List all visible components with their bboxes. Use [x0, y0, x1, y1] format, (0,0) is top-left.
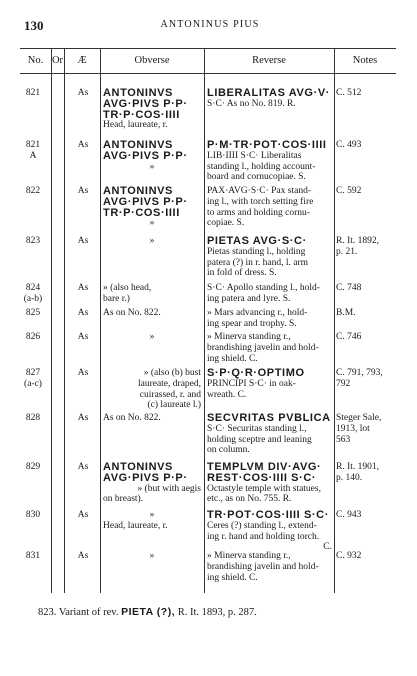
- obverse-legend: ANTONINVS: [103, 185, 173, 197]
- obverse-description: on breast).: [103, 494, 144, 505]
- reverse-cell: [207, 332, 332, 364]
- reverse-description: in fold of dress. S.: [207, 268, 277, 279]
- obverse-cell: [103, 186, 201, 229]
- ditto-mark: »: [149, 236, 155, 246]
- note-line: C. 932: [336, 551, 362, 561]
- footnote-legend: PIETA (?),: [121, 606, 176, 618]
- reverse-description: PAX·AVG·S·C· Pax stand-: [207, 186, 311, 196]
- reverse-cell: [207, 510, 332, 553]
- reverse-cell: [207, 236, 332, 279]
- obverse-cell: [103, 332, 201, 343]
- obverse-legend: AVG·PIVS P·P·: [103, 97, 188, 110]
- reverse-description: ing spear and trophy. S.: [207, 318, 297, 329]
- reverse-cell: [207, 88, 332, 110]
- notes-cell: [336, 462, 396, 484]
- note-line: 792: [336, 378, 351, 389]
- page-header: [24, 18, 396, 34]
- coin-number: [20, 283, 46, 305]
- note-line: R. It. 1892,: [336, 236, 380, 246]
- obverse-cell: [103, 283, 201, 305]
- note-line: 563: [336, 434, 351, 445]
- footnote-number: 823.: [38, 607, 57, 618]
- notes-cell: [336, 551, 396, 562]
- reverse-description: patera (?) in r. hand, l. arm: [207, 257, 309, 268]
- coin-number: 830: [25, 510, 41, 520]
- reverse-legend: TEMPLVM DIV·AVG·: [207, 461, 322, 473]
- reverse-description: ing r. hand and holding torch.: [207, 531, 320, 542]
- obverse-description: Head, laureate, r.: [103, 520, 168, 531]
- col-header-obverse: Obverse: [134, 55, 170, 66]
- ditto-mark: »: [149, 161, 155, 172]
- reverse-description: brandishing javelin and hold-: [207, 342, 319, 353]
- footnote-text: Variant of rev.: [58, 607, 119, 618]
- coin-number: 826: [25, 332, 41, 342]
- notes-cell: [336, 283, 396, 294]
- coin-number: 828: [25, 413, 41, 423]
- notes-cell: [336, 368, 396, 390]
- note-line: C. 512: [336, 88, 362, 98]
- metal: As: [77, 236, 89, 246]
- notes-cell: [336, 236, 396, 258]
- col-header-reverse: Reverse: [252, 55, 286, 66]
- obverse-cell: [103, 413, 201, 424]
- obverse-description: » (but with aegis: [137, 483, 201, 494]
- ditto-mark: »: [149, 332, 155, 342]
- metal: As: [77, 332, 89, 342]
- ditto-mark: »: [149, 510, 155, 520]
- reverse-cell: [207, 551, 332, 583]
- reverse-description: to arms and holding cornu-: [207, 207, 310, 218]
- reverse-description: » Minerva standing r.,: [207, 332, 291, 342]
- obverse-legend: TR·P·COS·IIII: [103, 108, 180, 121]
- column-divider: [64, 48, 65, 593]
- obverse-legend: TR·P·COS·IIII: [103, 206, 180, 219]
- notes-cell: [336, 332, 396, 343]
- obverse-legend: ANTONINVS: [103, 461, 173, 473]
- metal: As: [77, 368, 89, 378]
- reverse-legend: REST·COS·IIII S·C·: [207, 471, 317, 484]
- reverse-description: » Minerva standing r.,: [207, 551, 291, 561]
- note-line: Steger Sale,: [336, 413, 382, 423]
- footnote-reference: R. It. 1893, p. 287.: [177, 607, 257, 618]
- obverse-cell: [103, 308, 201, 319]
- reverse-legend: S·P·Q·R·OPTIMO: [207, 367, 305, 379]
- obverse-legend: AVG·PIVS P·P·: [103, 471, 188, 484]
- coin-number-main: 821: [25, 140, 41, 150]
- table-top-rule: [20, 48, 396, 49]
- reverse-description: ing shield. C.: [207, 572, 258, 583]
- table-header-rule: [20, 73, 396, 74]
- column-divider: [51, 48, 52, 593]
- reverse-legend: TR·POT·COS·IIII S·C·: [207, 509, 329, 521]
- metal: As: [77, 308, 89, 318]
- obverse-legend: ANTONINVS: [103, 87, 173, 99]
- obverse-description: As on No. 822.: [103, 413, 161, 423]
- reverse-description: board and cornucopiae. S.: [207, 172, 306, 183]
- reverse-legend: SECVRITAS PVBLICA: [207, 412, 331, 424]
- obverse-legend: AVG·PIVS P·P·: [103, 195, 188, 208]
- col-header-no: No.: [27, 55, 44, 66]
- reverse-description: on column.: [207, 445, 250, 456]
- reverse-description: etc., as on No. 755. R.: [207, 494, 292, 505]
- notes-cell: [336, 308, 396, 319]
- reverse-cell: [207, 413, 332, 456]
- coin-number-sub: A: [29, 150, 37, 161]
- obverse-description: » (also (b) bust: [143, 368, 201, 378]
- note-line: C. 943: [336, 510, 362, 520]
- col-header-ae: Æ: [77, 55, 87, 66]
- coin-number-main: 824: [25, 283, 41, 293]
- metal: As: [77, 551, 89, 561]
- note-line: R. It. 1901,: [336, 462, 380, 472]
- metal: As: [77, 186, 89, 196]
- metal: As: [77, 283, 89, 293]
- column-divider: [100, 48, 101, 593]
- reverse-cell: [207, 140, 332, 183]
- coin-number-sub: (a-c): [24, 378, 42, 389]
- reverse-description: holding sceptre and leaning: [207, 434, 312, 445]
- note-line: p. 21.: [336, 246, 358, 257]
- obverse-description: bare r.): [103, 293, 130, 304]
- coin-number: 825: [25, 308, 41, 318]
- obverse-description: » (also head,: [103, 283, 152, 293]
- ditto-mark: »: [149, 218, 155, 229]
- obverse-cell: [103, 510, 201, 532]
- coin-number: 822: [25, 186, 41, 196]
- obverse-legend: ANTONINVS: [103, 139, 173, 151]
- reverse-description: S·C· Apollo standing l., hold-: [207, 283, 320, 293]
- notes-cell: [336, 186, 396, 197]
- coin-number: 821: [25, 88, 41, 98]
- reverse-cell: [207, 368, 332, 400]
- column-divider: [334, 48, 335, 593]
- obverse-cell: [103, 368, 201, 411]
- reverse-cell: [207, 186, 332, 229]
- notes-cell: [336, 510, 396, 521]
- reverse-cell: [207, 308, 332, 330]
- reverse-description: copiae. S.: [207, 218, 245, 229]
- running-title: ANTONINUS PIUS: [160, 19, 260, 30]
- note-line: C. 493: [336, 140, 362, 150]
- obverse-cell: [103, 88, 201, 131]
- metal: As: [77, 140, 89, 150]
- note-line: p. 140.: [336, 472, 363, 483]
- column-divider: [204, 48, 205, 593]
- reverse-description: S·C· As no No. 819. R.: [207, 98, 296, 109]
- reverse-description: LIB·IIII S·C· Liberalitas: [207, 150, 302, 161]
- obverse-description: As on No. 822.: [103, 308, 161, 318]
- reverse-description: wreath. C.: [207, 389, 247, 400]
- reverse-description: ing patera and lyre. S.: [207, 293, 291, 304]
- col-header-or: Or: [51, 55, 64, 66]
- notes-cell: [336, 140, 396, 151]
- reverse-cell: [207, 462, 332, 505]
- col-header-notes: Notes: [352, 55, 378, 66]
- notes-cell: [336, 413, 396, 445]
- obverse-description: cuirassed, r. and: [139, 389, 201, 400]
- note-line: 1913, lot: [336, 423, 370, 434]
- reverse-description: ing l., with torch setting fire: [207, 196, 314, 207]
- reverse-description: Pietas standing l., holding: [207, 246, 306, 257]
- metal: As: [77, 462, 89, 472]
- coin-number: [20, 140, 46, 162]
- ditto-mark: »: [149, 551, 155, 561]
- reverse-legend: PIETAS AVG·S·C·: [207, 235, 307, 247]
- obverse-cell: [103, 551, 201, 562]
- metal: As: [77, 413, 89, 423]
- notes-cell: [336, 88, 396, 99]
- obverse-cell: [103, 140, 201, 172]
- coin-number-sub: (a-b): [23, 293, 43, 304]
- reverse-description: PRINCIPI S·C· in oak-: [207, 378, 296, 389]
- page-number: 130: [24, 18, 44, 33]
- coin-number-main: 827: [25, 368, 41, 378]
- note-line: C. 592: [336, 186, 362, 196]
- obverse-cell: [103, 462, 201, 505]
- obverse-description: Head, laureate, r.: [103, 120, 168, 131]
- reverse-description: standing l., holding account-: [207, 161, 316, 172]
- metal: As: [77, 510, 89, 520]
- note-line: C. 748: [336, 283, 362, 293]
- reverse-legend: LIBERALITAS AVG·V·: [207, 87, 331, 99]
- reverse-description: S·C· Securitas standing l.,: [207, 423, 307, 434]
- reverse-legend: P·M·TR·POT·COS·IIII: [207, 139, 327, 151]
- reverse-description: brandishing javelin and hold-: [207, 561, 319, 572]
- coin-number: 831: [25, 551, 41, 561]
- coin-number: 829: [25, 462, 41, 472]
- note-line: C. 746: [336, 332, 362, 342]
- reverse-description: C.: [323, 542, 332, 553]
- reverse-description: » Mars advancing r., hold-: [207, 308, 308, 318]
- obverse-cell: [103, 236, 201, 247]
- reverse-description: Ceres (?) standing l., extend-: [207, 520, 317, 531]
- metal: As: [77, 88, 89, 98]
- footnote: [38, 606, 257, 618]
- note-line: B.M.: [336, 308, 356, 318]
- reverse-description: Octastyle temple with statues,: [207, 483, 321, 494]
- coin-number: 823: [25, 236, 41, 246]
- coin-number: [20, 368, 46, 390]
- note-line: C. 791, 793,: [336, 368, 383, 378]
- reverse-cell: [207, 283, 332, 305]
- obverse-description: laureate, draped,: [137, 378, 201, 389]
- reverse-description: ing shield. C.: [207, 353, 258, 364]
- obverse-description: (c) laureate l.): [147, 400, 201, 411]
- obverse-legend: AVG·PIVS P·P·: [103, 149, 188, 162]
